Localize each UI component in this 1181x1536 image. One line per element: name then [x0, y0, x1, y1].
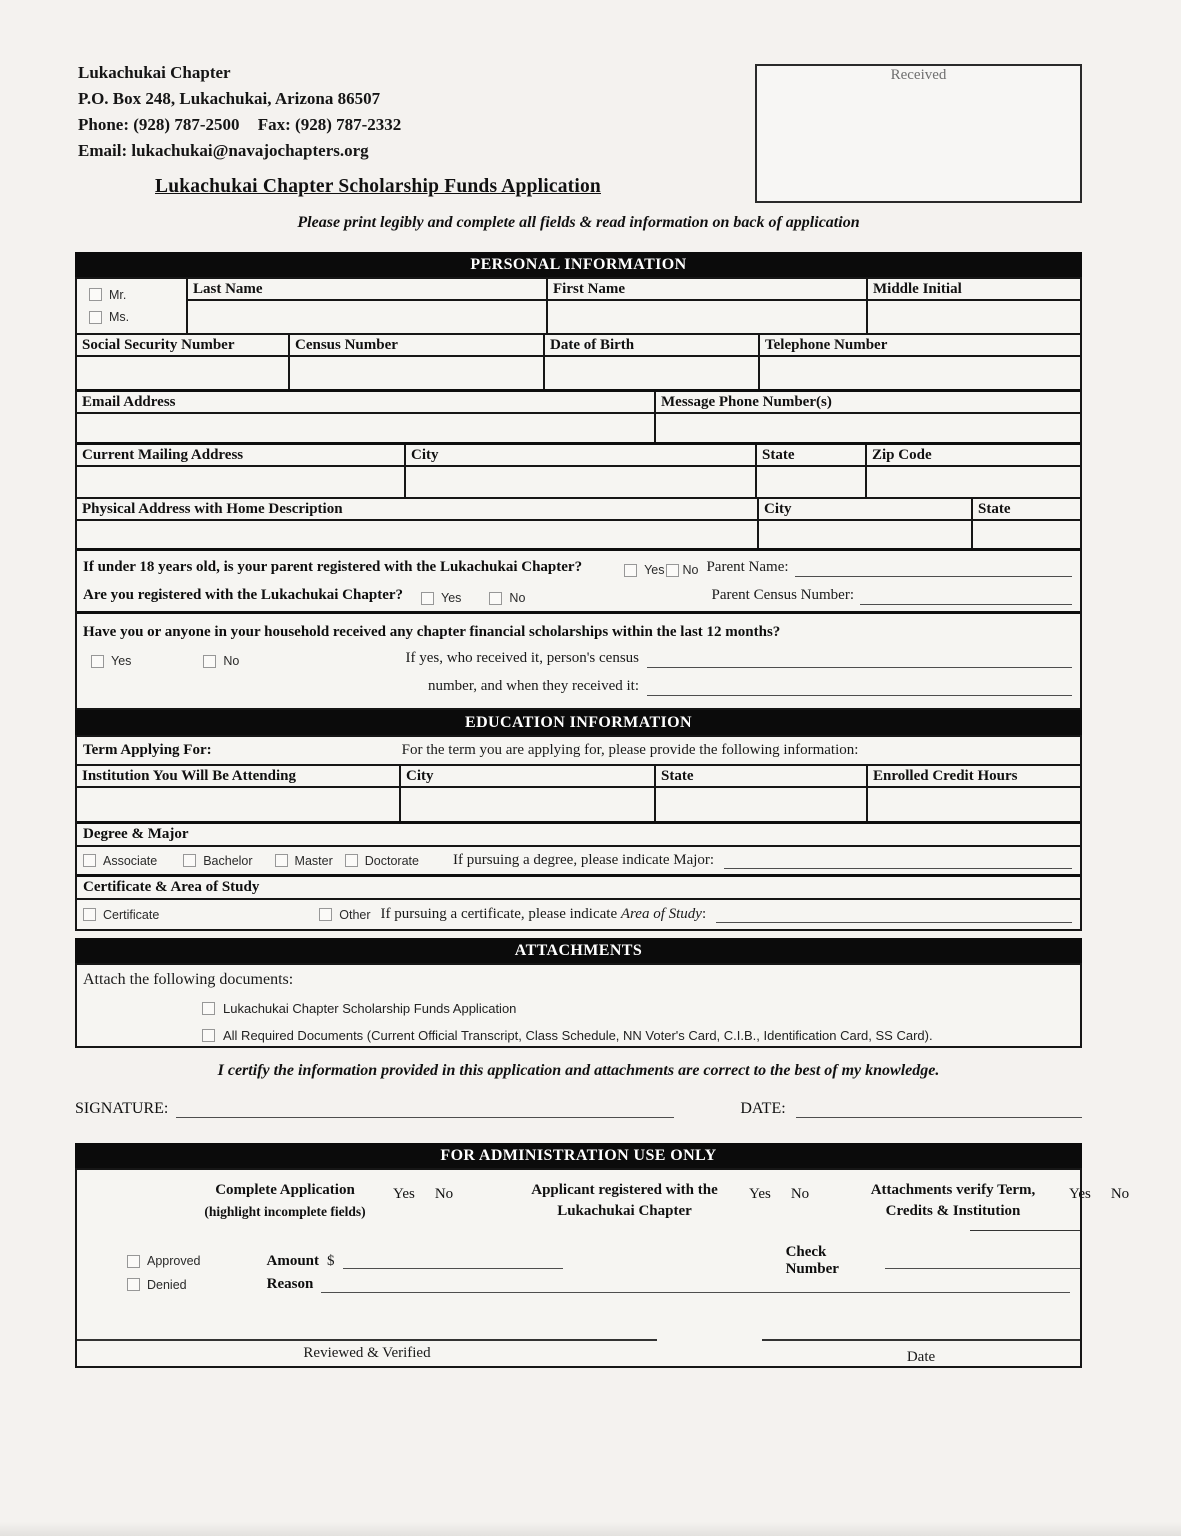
certificate-note-colon: :: [701, 906, 707, 922]
education-information-section: [75, 710, 1082, 931]
attachments-verify-label: [847, 1180, 1059, 1222]
certificate-note: [381, 906, 707, 923]
reason-field-line[interactable]: [321, 1277, 1070, 1293]
denied-label: Denied: [147, 1277, 187, 1292]
letterhead: [78, 60, 401, 164]
household-yes-label: Yes: [111, 654, 132, 668]
certificate-note-pre: If pursuing a certificate, please indicate: [380, 906, 618, 922]
bachelor-label: Bachelor: [203, 853, 253, 868]
name-row: [77, 279, 1080, 333]
signature-row: [75, 1100, 1082, 1118]
household-no[interactable]: [203, 654, 239, 668]
attachment-item-documents[interactable]: [202, 1028, 1080, 1043]
complete-application-line1: Complete Application: [215, 1182, 355, 1198]
registered-yes-checkbox[interactable]: [421, 592, 434, 605]
mailing-city-input[interactable]: [406, 467, 755, 497]
household-yes[interactable]: [91, 654, 131, 668]
certificate-checkbox[interactable]: [83, 908, 96, 921]
salutation-ms[interactable]: [89, 310, 186, 324]
other-option[interactable]: [319, 908, 370, 922]
household-question: Have you or anyone in your household received any chapter financial scholarships within the last 12 months?: [83, 624, 781, 640]
dob-input[interactable]: [545, 357, 758, 389]
attachment-item-application[interactable]: [202, 1001, 1080, 1016]
under18-no-label: No: [682, 563, 699, 577]
admin-date-line[interactable]: [762, 1339, 1080, 1366]
applicant-registered-line2: Lukachukai Chapter: [557, 1203, 692, 1219]
physical-state-cell: [971, 499, 1080, 548]
attachments-verify-field-line[interactable]: [970, 1230, 1080, 1231]
registered-yes[interactable]: [421, 591, 461, 605]
denied-checkbox[interactable]: [127, 1278, 140, 1291]
mailing-address-label: Current Mailing Address: [77, 445, 404, 467]
bachelor-checkbox[interactable]: [183, 854, 196, 867]
complete-application-label: [165, 1180, 405, 1222]
credit-hours-input[interactable]: [868, 788, 1080, 821]
household-date-field-line[interactable]: [647, 680, 1072, 696]
education-table: [75, 735, 1082, 931]
parent-census-field-line[interactable]: [860, 589, 1072, 605]
registration-questions: [77, 548, 1080, 611]
date-label: DATE:: [740, 1100, 786, 1117]
telephone-input[interactable]: [760, 357, 1080, 389]
physical-state-input[interactable]: [973, 521, 1080, 548]
received-label: Received: [890, 67, 947, 83]
mailing-address-input[interactable]: [77, 467, 404, 497]
term-row: [77, 737, 1080, 764]
household-no-checkbox[interactable]: [203, 655, 216, 668]
degree-major-label: Degree & Major: [83, 826, 189, 842]
email-row: [77, 389, 1080, 442]
mailing-state-input[interactable]: [757, 467, 865, 497]
doctorate-checkbox[interactable]: [345, 854, 358, 867]
amount-field-line[interactable]: [343, 1253, 563, 1269]
degree-checkbox-row: [77, 845, 1080, 874]
household-recipient-field-line[interactable]: [647, 652, 1072, 668]
org-name: Lukachukai Chapter: [78, 63, 231, 82]
under18-yes-checkbox[interactable]: [624, 564, 637, 577]
reviewed-verified-label: Reviewed & Verified: [303, 1345, 431, 1361]
applicant-registered-line1: Applicant registered with the: [531, 1182, 718, 1198]
physical-address-label: Physical Address with Home Description: [77, 499, 757, 521]
parent-name-field-line[interactable]: [795, 561, 1072, 577]
mailing-address-row: [77, 442, 1080, 497]
under18-yes[interactable]: [624, 563, 664, 577]
household-no-label: No: [223, 654, 240, 668]
institution-input[interactable]: [77, 788, 399, 821]
certificate-option[interactable]: [83, 908, 159, 922]
physical-city-input[interactable]: [759, 521, 971, 548]
under18-question-line: [77, 553, 1080, 581]
telephone-label: Telephone Number: [760, 335, 1080, 357]
master-label: Master: [294, 853, 333, 868]
last-name-cell: [186, 279, 546, 333]
denied-row: [127, 1276, 1070, 1293]
census-number-label: Census Number: [290, 335, 543, 357]
parent-census-label: Parent Census Number:: [711, 587, 854, 603]
complete-yes[interactable]: Yes: [393, 1186, 415, 1202]
reason-label: Reason: [266, 1276, 314, 1292]
census-number-cell: [288, 335, 543, 389]
physical-city-label: City: [759, 499, 971, 521]
amount-dollar-sign: $: [327, 1252, 335, 1269]
date-field-line[interactable]: [796, 1102, 1082, 1118]
personal-information-section: [75, 252, 1082, 710]
mailing-state-cell: [755, 445, 865, 497]
check-number-field-line[interactable]: [885, 1253, 1080, 1269]
first-name-cell: [546, 279, 866, 333]
registered-yes-label: Yes: [441, 591, 462, 605]
attachments-no[interactable]: No: [1110, 1186, 1130, 1202]
if-yes-text-1: If yes, who received it, person's census: [405, 650, 639, 666]
under18-no-checkbox[interactable]: [666, 564, 679, 577]
complete-application-yesno: [393, 1186, 453, 1203]
ssn-input[interactable]: [77, 357, 288, 389]
email-label: Email Address: [77, 392, 654, 414]
area-of-study-field-line[interactable]: [716, 907, 1072, 923]
org-fax: Fax: (928) 787-2332: [257, 115, 402, 134]
applicant-no[interactable]: No: [790, 1186, 810, 1202]
signature-field-line[interactable]: [176, 1102, 674, 1118]
registered-question: Are you registered with the Lukachukai Chapter?: [83, 587, 404, 603]
household-question-block: [77, 611, 1080, 708]
physical-city-cell: [757, 499, 971, 548]
certificate-area-label: Certificate & Area of Study: [83, 879, 260, 895]
institution-state-cell: [654, 766, 866, 821]
applicant-registered-label: [507, 1180, 742, 1222]
attachments-verify-line1: Attachments verify Term,: [870, 1182, 1036, 1198]
dob-cell: [543, 335, 758, 389]
org-phone: Phone: (928) 787-2500: [78, 115, 240, 134]
received-stamp-box[interactable]: [755, 64, 1082, 203]
middle-initial-label: Middle Initial: [868, 279, 1080, 301]
physical-address-row: [77, 497, 1080, 548]
message-phone-cell: [654, 392, 1080, 442]
complete-no[interactable]: No: [434, 1186, 454, 1202]
org-address: P.O. Box 248, Lukachukai, Arizona 86507: [78, 89, 381, 108]
term-note: For the term you are applying for, please provide the following information:: [401, 742, 859, 758]
administration-box: [75, 1168, 1130, 1368]
associate-label: Associate: [103, 853, 158, 868]
institution-city-cell: [399, 766, 654, 821]
household-answer-line-2: [77, 672, 1080, 700]
mailing-address-cell: [77, 445, 404, 497]
org-email: Email: lukachukai@navajochapters.org: [78, 141, 369, 160]
certificate-title-row: [77, 874, 1080, 898]
physical-state-label: State: [973, 499, 1080, 521]
attachments-section: [75, 938, 1082, 1048]
org-phone-fax: [78, 112, 401, 138]
message-phone-label: Message Phone Number(s): [656, 392, 1080, 414]
first-name-input[interactable]: [548, 301, 866, 333]
degree-associate[interactable]: [83, 854, 157, 868]
complete-application-line2: (highlight incomplete fields): [204, 1204, 366, 1219]
major-note: If pursuing a degree, please indicate Major:: [452, 852, 715, 868]
education-section-header: EDUCATION INFORMATION: [75, 710, 1082, 735]
mailing-state-label: State: [757, 445, 865, 467]
ssn-cell: [77, 335, 288, 389]
zip-code-cell: [865, 445, 1080, 497]
attachments-section-header: ATTACHMENTS: [75, 938, 1082, 963]
signature-label: SIGNATURE:: [75, 1100, 169, 1117]
institution-city-input[interactable]: [401, 788, 654, 821]
registered-no-checkbox[interactable]: [489, 592, 502, 605]
message-phone-input[interactable]: [656, 414, 1080, 442]
mr-checkbox[interactable]: [89, 288, 102, 301]
approved-row: [127, 1244, 1080, 1278]
under18-no[interactable]: [666, 563, 698, 577]
approved-option[interactable]: [127, 1254, 201, 1268]
salutation-mr[interactable]: [89, 288, 186, 302]
page-title: Lukachukai Chapter Scholarship Funds Application: [155, 176, 601, 197]
middle-initial-cell: [866, 279, 1080, 333]
registered-no-label: No: [509, 591, 526, 605]
term-label: Term Applying For:: [83, 742, 212, 758]
page-subtitle: Please print legibly and complete all fields & read information on back of application: [297, 214, 860, 231]
ms-label: Ms.: [109, 310, 130, 325]
applicant-yes[interactable]: Yes: [749, 1186, 771, 1202]
household-question-line: [77, 618, 1080, 644]
amount-label: Amount: [266, 1252, 320, 1269]
under18-question: If under 18 years old, is your parent registered with the Lukachukai Chapter?: [83, 559, 583, 575]
approved-checkbox[interactable]: [127, 1255, 140, 1268]
check-number-label: Check Number: [785, 1244, 839, 1277]
master-checkbox[interactable]: [275, 854, 288, 867]
parent-name-label: Parent Name:: [706, 559, 789, 575]
mr-label: Mr.: [109, 287, 127, 302]
reviewed-verified-line[interactable]: [77, 1339, 657, 1362]
institution-state-label: State: [656, 766, 866, 788]
degree-bachelor[interactable]: [183, 854, 252, 868]
institution-cell: [77, 766, 399, 821]
institution-row: [77, 764, 1080, 821]
salutation-cell: [77, 279, 186, 333]
credit-hours-label: Enrolled Credit Hours: [868, 766, 1080, 788]
major-field-line[interactable]: [724, 853, 1072, 869]
applicant-registered-yesno: [749, 1186, 809, 1203]
registered-question-line: [77, 581, 1080, 609]
email-cell: [77, 392, 654, 442]
zip-code-label: Zip Code: [867, 445, 1080, 467]
physical-address-cell: [77, 499, 757, 548]
other-label: Other: [339, 907, 371, 922]
other-checkbox[interactable]: [319, 908, 332, 921]
certification-statement: I certify the information provided in this application and attachments are correct to the best of my knowledge.: [217, 1062, 940, 1079]
degree-major-title-row: [77, 821, 1080, 845]
census-number-input[interactable]: [290, 357, 543, 389]
certificate-label: Certificate: [103, 907, 160, 922]
attachments-verify-yesno: [1069, 1186, 1129, 1203]
household-yes-checkbox[interactable]: [91, 655, 104, 668]
physical-address-input[interactable]: [77, 521, 757, 548]
attachments-verify-line2: Credits & Institution: [885, 1203, 1021, 1219]
attachments-yes[interactable]: Yes: [1069, 1186, 1091, 1202]
attachment-application-checkbox[interactable]: [202, 1002, 215, 1015]
admin-date-label: Date: [906, 1349, 936, 1365]
attachment-documents-checkbox[interactable]: [202, 1029, 215, 1042]
attachments-box: [75, 963, 1082, 1048]
last-name-label: Last Name: [188, 279, 546, 301]
if-yes-text-2: number, and when they received it:: [428, 678, 639, 694]
institution-city-label: City: [401, 766, 654, 788]
personal-table: [75, 277, 1082, 710]
ssn-label: Social Security Number: [77, 335, 288, 357]
email-input[interactable]: [77, 414, 654, 442]
registered-no[interactable]: [489, 591, 525, 605]
associate-checkbox[interactable]: [83, 854, 96, 867]
zip-code-input[interactable]: [867, 467, 1080, 497]
first-name-label: First Name: [548, 279, 866, 301]
denied-option[interactable]: [127, 1278, 187, 1292]
personal-section-header: PERSONAL INFORMATION: [75, 252, 1082, 277]
telephone-cell: [758, 335, 1080, 389]
under18-yes-label: Yes: [644, 563, 665, 577]
ms-checkbox[interactable]: [89, 311, 102, 324]
ssn-row: [77, 333, 1080, 389]
administration-section: [75, 1143, 1130, 1368]
institution-label: Institution You Will Be Attending: [77, 766, 399, 788]
degree-doctorate[interactable]: [345, 854, 419, 868]
middle-initial-input[interactable]: [868, 301, 1080, 333]
last-name-input[interactable]: [188, 301, 546, 333]
mailing-city-label: City: [406, 445, 755, 467]
attachment-documents-label: All Required Documents (Current Official Transcript, Class Schedule, NN Voter's Card, C.I.B., Identification Card, SS Card).: [223, 1028, 933, 1043]
degree-master[interactable]: [275, 854, 333, 868]
household-answer-line: [77, 644, 1080, 672]
approved-label: Approved: [147, 1254, 201, 1268]
credit-hours-cell: [866, 766, 1080, 821]
certificate-checkbox-row: [77, 898, 1080, 929]
attachment-application-label: Lukachukai Chapter Scholarship Funds Application: [223, 1001, 517, 1016]
certificate-note-area-of-study: Area of Study: [620, 906, 702, 922]
attachments-intro: Attach the following documents:: [83, 971, 294, 988]
dob-label: Date of Birth: [545, 335, 758, 357]
administration-section-header: FOR ADMINISTRATION USE ONLY: [75, 1143, 1082, 1168]
mailing-city-cell: [404, 445, 755, 497]
institution-state-input[interactable]: [656, 788, 866, 821]
doctorate-label: Doctorate: [364, 853, 419, 868]
